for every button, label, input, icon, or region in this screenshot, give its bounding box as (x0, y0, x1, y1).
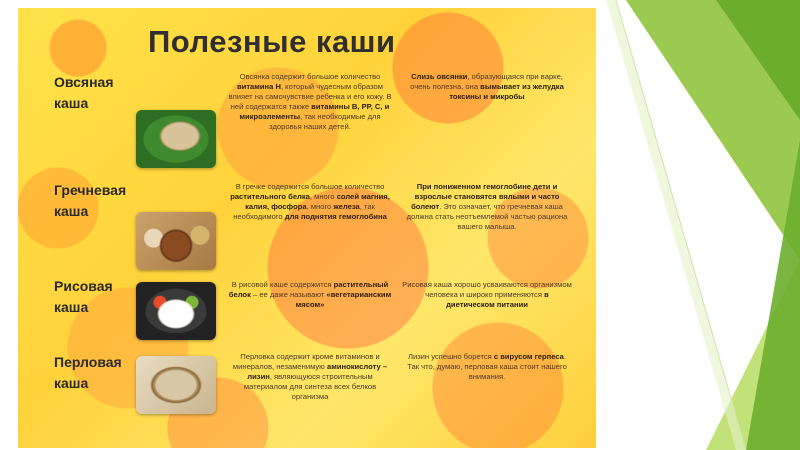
slide-canvas (18, 8, 596, 448)
porridge-effect-text: Лизин успешно борется с вирусом герпеса. Так что, думаю, перловая каша стоит нашего внимания. (407, 352, 567, 381)
porridge-benefits-text: В гречке содержится большое количество растительного белка, много солей магния, калия, фосфора, много железа, так необходимого для поднятия гемоглобина (230, 182, 390, 221)
porridge-name: Овсяная каша (54, 74, 114, 111)
pearl-barley-image (136, 356, 216, 414)
porridge-name: Гречневая каша (54, 182, 127, 219)
buckwheat-image (136, 212, 216, 270)
porridge-name: Рисовая каша (54, 278, 113, 315)
porridge-effect-text: При пониженном гемоглобине дети и взрослые становятся вялыми и часто болеют. Это означает, что гречневая каша должна стать неотъемлемой частью рациона вашего малыша. (406, 182, 568, 231)
rice-image (136, 282, 216, 340)
oatmeal-image (136, 110, 216, 168)
porridge-name: Перловая каша (54, 354, 122, 391)
green-decoration (596, 0, 800, 450)
slide-title: Полезные каши (148, 24, 396, 59)
porridge-benefits-text: Овсянка содержит большое количество витамина Н, который чудесным образом влияет на самочувствие ребенка и его кожу. В ней содержатся также витамины В, РР, С, и микроэлементы, так необходимые для здоровья наших детей. (228, 72, 392, 131)
porridge-benefits-text: Перловка содержит кроме витаминов и минералов, незаменимую аминокислоту – лизин, являющуюся строительным материалом для синтеза всех белков организма (232, 352, 388, 401)
porridge-effect-text: Рисовая каша хорошо усваиваются организмом человека и широко применяются в диетическом питании (402, 280, 572, 309)
porridge-benefits-text: В рисовой каше содержится растительный белок – ее даже называют «вегетарианским мясом» (228, 280, 392, 309)
porridge-effect-text: Слизь овсянки, образующаяся при варке, очень полезна, она вымывает из желудка токсины и микробы (410, 72, 564, 101)
